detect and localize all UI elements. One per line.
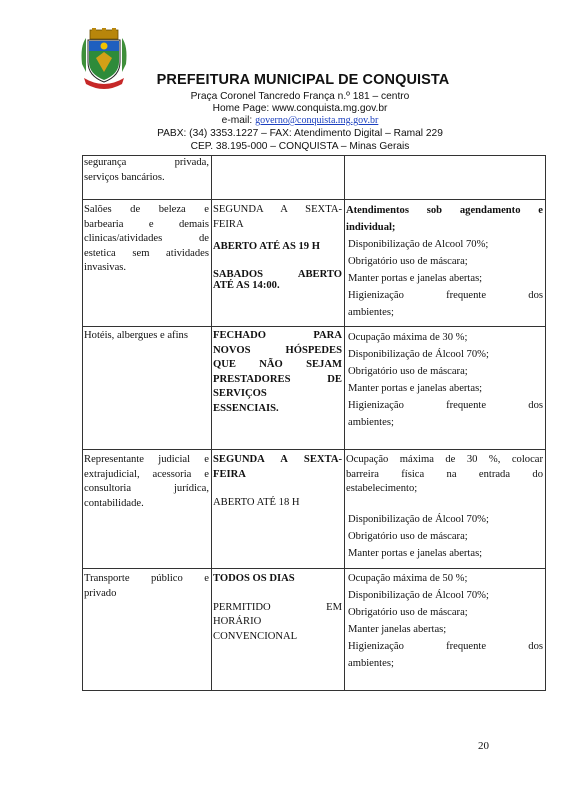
cep-line: CEP. 38.195-000 – CONQUISTA – Minas Gerais bbox=[190, 141, 410, 152]
table-row bbox=[83, 327, 546, 450]
municipal-crest-icon bbox=[78, 28, 130, 94]
schedule-cell: SEGUNDA A SEXTA- FEIRA ABERTO ATÉ 18 H bbox=[212, 450, 345, 569]
email-link[interactable]: governo@conquista.mg.gov.br bbox=[255, 115, 379, 126]
activity-cell: Transporte público e privado bbox=[83, 569, 212, 691]
table-row bbox=[83, 450, 546, 569]
table-row bbox=[83, 156, 546, 200]
letterhead bbox=[0, 0, 566, 158]
table-row bbox=[83, 569, 546, 691]
table-row bbox=[83, 200, 546, 327]
rules-cell bbox=[345, 156, 546, 200]
activity-cell: Salões de beleza e barbearia e demais clinicas/atividades de estetica sem atividades invasivas. bbox=[83, 200, 212, 327]
schedule-cell: TODOS OS DIAS PERMITIDO EM HORÁRIO CONVENCIONAL bbox=[212, 569, 345, 691]
activity-cell: Representante judicial e extrajudicial, acessoria e consultoria jurídica, contabilidade. bbox=[83, 450, 212, 569]
page-title: PREFEITURA MUNICIPAL DE CONQUISTA bbox=[156, 72, 450, 88]
phone-line: PABX: (34) 3353.1227 – FAX: Atendimento Digital – Ramal 229 bbox=[157, 128, 443, 139]
email-label: e-mail: bbox=[221, 115, 253, 126]
schedule-cell: SEGUNDA A SEXTA- FEIRA ABERTO ATÉ AS 19 H SABADOS ABERTO ATÉ AS 14:00. bbox=[212, 200, 345, 327]
schedule-cell bbox=[212, 156, 345, 200]
rules-cell: Atendimentos sob agendamento e individual; Disponibilização de Alcool 70%; Obrigatório uso de máscara; Manter portas e janelas abertas; Higienização frequente dos ambientes; bbox=[345, 200, 546, 327]
activity-cell: Hotéis, albergues e afins bbox=[83, 327, 212, 450]
activities-table bbox=[82, 155, 546, 691]
schedule-cell: FECHADO PARA NOVOS HÓSPEDES QUE NÃO SEJAM PRESTADORES DE SERVIÇOS ESSENCIAIS. bbox=[212, 327, 345, 450]
rules-cell: Ocupação máxima de 30 %; Disponibilização de Álcool 70%; Obrigatório uso de máscara; Manter portas e janelas abertas; Higienização frequente dos ambientes; bbox=[345, 327, 546, 450]
activity-cell: segurança privada, serviços bancários. bbox=[83, 156, 212, 200]
address-line: Praça Coronel Tancredo França n.º 181 – centro bbox=[190, 91, 410, 102]
rules-cell: Ocupação máxima de 50 %; Disponibilização de Álcool 70%; Obrigatório uso de máscara; Manter janelas abertas; Higienização frequente dos ambientes; bbox=[345, 569, 546, 691]
page-number: 20 bbox=[478, 740, 489, 752]
rules-cell: Ocupação máxima de 30 %, colocar barreira física na entrada do estabelecimento; Disponibilização de Álcool 70%; Obrigatório uso de máscara; Manter portas e janelas abertas; bbox=[345, 450, 546, 569]
email-line bbox=[100, 115, 500, 127]
homepage-line: Home Page: www.conquista.mg.gov.br bbox=[212, 103, 388, 114]
